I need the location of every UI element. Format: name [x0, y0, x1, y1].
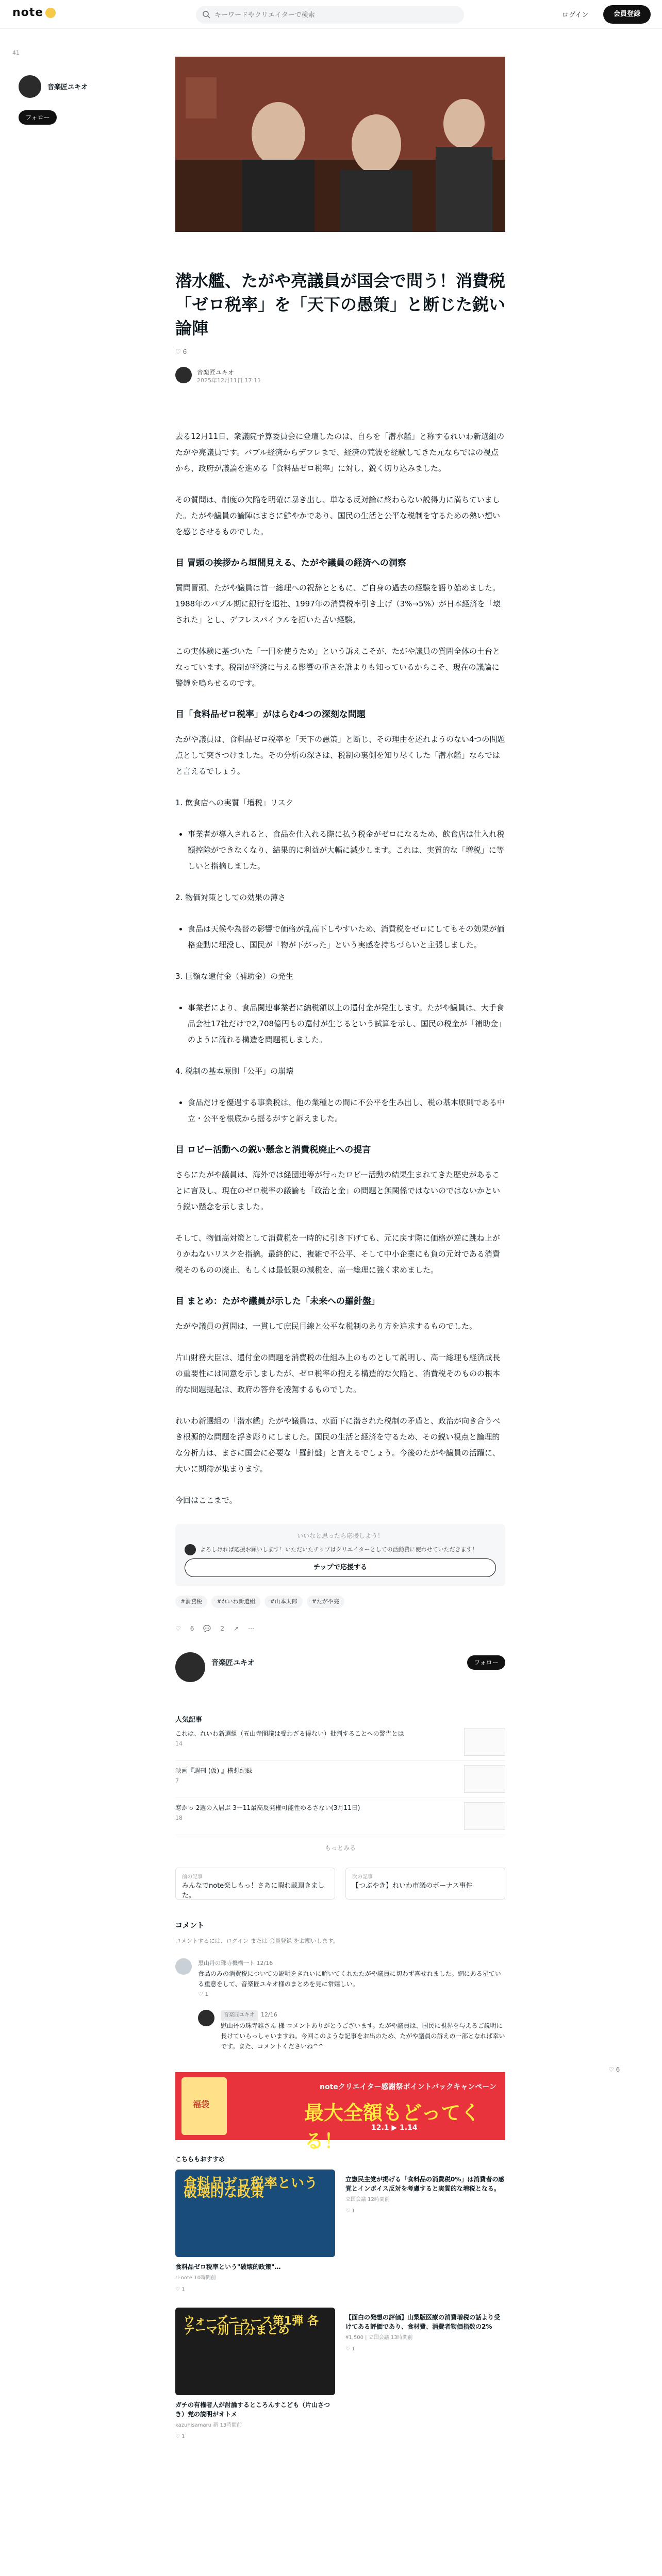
popular-thumbnail[interactable] — [464, 1728, 505, 1756]
prev-label: 前の記事 — [182, 1874, 203, 1880]
body-paragraph: 4. 税制の基本原則「公平」の崩壊 — [175, 1066, 294, 1076]
recommend-thumbnail[interactable] — [175, 2170, 335, 2257]
tag-list — [175, 1596, 505, 1608]
creator-name[interactable]: 音楽匠ユキオ — [211, 1659, 255, 1667]
body-paragraph: 今回はここまで。 — [175, 1496, 237, 1505]
eyecatch-image — [175, 57, 505, 232]
body-list — [175, 921, 505, 953]
campaign-banner[interactable] — [175, 2072, 505, 2153]
recommend-meta: kazuhisamaru 新 13時間前 — [175, 2422, 242, 2428]
body-list — [175, 1095, 505, 1127]
creator-follow-button[interactable]: フォロー — [467, 1655, 505, 1670]
body-paragraph: 1. 飲食店への実質「増税」リスク — [175, 798, 293, 807]
list-item[interactable] — [175, 1761, 505, 1798]
search-input[interactable] — [214, 6, 457, 24]
article-main — [175, 57, 505, 2442]
next-article-link[interactable] — [345, 1868, 505, 1900]
article-pager — [175, 1868, 505, 1900]
login-link[interactable]: ログイン — [562, 11, 589, 19]
recommend-card[interactable] — [345, 2170, 505, 2294]
side-count: 41 — [12, 49, 20, 56]
body-list-item: • 事業者が導入されると、食品を仕入れる際に払う税金がゼロになるため、飲食店は仕入れ税額控除ができなくなり、結果的に利益が大幅に減少します。これは、実質的な「増税」に等しいと指摘しました。 — [188, 826, 505, 874]
body-paragraph: その質問は、制度の欠陥を明確に暴き出し、単なる反対論に終わらない説得力に満ちていました。たがや議員の論陣はまさに鮮やかであり、国民の生活と公平な税制を守るための熱い想いを感じさせるものでした。 — [175, 495, 501, 536]
like-count: 6 — [183, 348, 187, 355]
recommend-meta: 立国会議 12時間前 — [345, 2197, 390, 2202]
recommend-meta: ¥1,500 | 立国会議 13時間前 — [345, 2335, 413, 2341]
body-paragraph: さらにたがや議員は、海外では経団連等が行ったロビー活動の結果生まれてきた歴史があることに言及し、現在のゼロ税率の議論も「政治と金」の問題と無関係ではないのではないかという鋭い懸念を示しました。 — [175, 1170, 501, 1211]
body-list — [175, 826, 505, 874]
author-badge: 音楽匠ユキオ — [221, 2010, 258, 2021]
avatar[interactable] — [175, 1652, 205, 1682]
body-list — [175, 1000, 505, 1048]
thumbnail-text: ウォーズニュース第1弾 各テーマ別 目分まとめ — [184, 2315, 319, 2337]
more-link[interactable]: もっとみる — [324, 1844, 356, 1852]
list-item[interactable] — [175, 1798, 505, 1835]
comment-user[interactable]: 黒山丹の珠寺機構一ト 12/16 — [198, 1960, 273, 1967]
comment-icon[interactable]: 💬 — [203, 1625, 211, 1632]
recommend-likes: ♡ 1 — [345, 2346, 355, 2352]
body-paragraph: たがや議員の質問は、一貫して庶民目線と公平な税制のあり方を追求するものでした。 — [175, 1321, 477, 1331]
heart-icon[interactable]: ♡ — [175, 1625, 181, 1632]
next-label: 次の記事 — [352, 1874, 373, 1880]
like-row — [175, 348, 505, 360]
more-icon[interactable]: ⋯ — [248, 1625, 255, 1632]
avatar[interactable] — [19, 75, 41, 98]
popular-item-title[interactable]: 寒かっ 2週の入居ぶ 3一11最高反発権可能性ゆるさない(3月11日) — [175, 1804, 360, 1811]
author-row — [175, 367, 505, 387]
popular-item-title[interactable]: 映画『週刊 (仮) 』構想紀録 — [175, 1767, 252, 1774]
comments-section — [175, 1920, 505, 2052]
comment-likes: ♡ 1 — [198, 1991, 209, 1997]
tip-button[interactable]: チップで応援する — [185, 1558, 496, 1577]
recommend-card[interactable] — [345, 2308, 505, 2442]
floating-like[interactable]: ♡ 6 — [608, 2066, 620, 2073]
banner-title: noteクリエイター感謝祭ポイントバックキャンペーン — [320, 2083, 496, 2091]
recommend-title[interactable]: 立憲民主党が掲げる「食料品の消費税0%」は消費者の感覚とインボイス反対を考慮すると実質的な増税となる。 — [345, 2176, 505, 2192]
body-list-item: • 事業者により、食品関連事業者に納税額以上の還付金が発生します。たがや議員は、大手食品会社17社だけで2,708億円もの還付が生じるという試算を示し、国民の税金が「補助金」のように流れる構造を問題視しました。 — [188, 1000, 505, 1048]
support-box — [175, 1524, 505, 1586]
action-like-count: 6 — [190, 1625, 194, 1632]
article-body — [175, 429, 505, 1509]
popular-item-likes: 7 — [175, 1777, 179, 1784]
heart-icon[interactable]: ♡ — [175, 348, 181, 355]
body-paragraph: れいわ新選組の「潜水艦」たがや議員は、水面下に潜された税制の矛盾と、政治が向き合うべき根源的な問題を浮き彫りにしました。国民の生活と経済を守るため、その鋭い視点と論理的な分析力は、まさに国会に必要な「羅針盤」と言えるでしょう。今後のたがや議員の活躍に、大いに期待が集まります。 — [175, 1416, 501, 1473]
tag-chip[interactable]: #れいわ新選組 — [211, 1596, 260, 1608]
thumbnail-text: 食料品ゼロ税率という破壊的な政策 — [184, 2176, 318, 2200]
reply-text: 慰山丹の珠寺雑さん 様 コメントありがとうございます。たがや議員は、国民に視界を与えるご説明に長けていらっしゃいますね。今回このような記事をお出のため、たがや議員の訴えの一部となれば幸いです。また、コメントくださいね^^ — [221, 2022, 505, 2050]
comment-reply — [198, 2010, 505, 2052]
list-item[interactable] — [175, 1724, 505, 1761]
banner-dates: 12.1 ▶ 1.14 — [371, 2124, 418, 2132]
lucky-bag-icon: 福袋 — [181, 2077, 227, 2135]
section-heading: 目「食料品ゼロ税率」がはらむ4つの深刻な問題 — [175, 709, 366, 720]
support-message: よろしければ応援お願いします！いただいたチップはクリエイターとしての活動費に使わせていただきます！ — [185, 1545, 496, 1553]
note-logo[interactable]: note — [12, 6, 56, 19]
site-header — [0, 0, 662, 29]
popular-thumbnail[interactable] — [464, 1765, 505, 1793]
body-paragraph: そして、物価高対策として消費税を一時的に引き下げても、元に戻す際に価格が逆に跳ね上がりかねないリスクを指摘。最終的に、複雑で不公平、そして中小企業にも負の元対である消費税そのものの廃止、もしくは最低限の減税を、高一総理に強く求めました。 — [175, 1233, 500, 1275]
comments-heading: コメント — [175, 1922, 204, 1930]
body-list-item: • 食品は天候や為替の影響で価格が乱高下しやすいため、消費税をゼロにしてもその効果が価格変動に埋没し、国民が「物が下がった」という実感を持ちづらいと主張しました。 — [188, 921, 505, 953]
section-heading: 目 まとめ：たがや議員が示した「未来への羅針盤」 — [175, 1296, 380, 1307]
recommend-heading: こちらもおすすめ — [175, 2156, 225, 2163]
next-title[interactable]: 【つぶやき】れいわ市議のボーナス事件 — [352, 1882, 473, 1890]
comment — [175, 1958, 505, 1999]
body-paragraph: 片山財務大臣は、還付金の問題を消費税の仕組み上のものとして説明し、高一総理も経済成長の重要性には同意を示しましたが、ゼロ税率の抱える構造的な欠陥と、消費税そのものの根本的な問題提起は、政府の答弁を凌駕するものでした。 — [175, 1353, 501, 1394]
recommend-likes: ♡ 1 — [175, 2286, 185, 2292]
diet-photo — [175, 57, 505, 232]
comment-text: 食品のみの消費税についての説明をきれいに解いてくれたたがや議員に切わず喜せれました。網にある星ている重意をして、音楽匠ユキオ様のまとめを見に常嬉しい。 — [198, 1970, 501, 1988]
recommend-card[interactable] — [175, 2308, 335, 2442]
banner-headline: 最大全額もどってくる！ — [304, 2102, 481, 2153]
recommend-title[interactable]: ガチの有権者人が討論するところんすこども（片山さつき）党の説明がオトメ — [175, 2401, 330, 2418]
avatar[interactable] — [175, 367, 192, 383]
popular-item-title[interactable]: これは、れいわ新選組（五山寺閣議は受わざる得ない）批判することへの警告とは — [175, 1730, 404, 1737]
recommend-likes: ♡ 1 — [345, 2208, 355, 2214]
body-list-item: • 食品だけを優遇する事業税は、他の業種との間に不公平を生み出し、税の基本原則である中立・公平を根底から揺るがすと訴えました。 — [188, 1095, 505, 1127]
tag-chip[interactable]: #山本太郎 — [264, 1596, 302, 1608]
recommend-title[interactable]: 【面白の発想の評価】山梨版医療の消費増税の話より受けてある評価であり、食材費、消費者物価指数の2% — [345, 2314, 501, 2330]
search-icon — [202, 10, 210, 19]
action-comment-count: 2 — [220, 1625, 224, 1632]
prev-title[interactable]: みんなでnote楽しもっ！さあに暇れ載頂きました。 — [182, 1882, 325, 1900]
recommend-title[interactable]: 食料品ゼロ税率という"破壊的政策"… — [175, 2263, 281, 2270]
section-heading: 目 ロビー活動への鋭い懸念と消費税廃止への提言 — [175, 1145, 371, 1155]
recommend-card[interactable] — [175, 2170, 335, 2294]
body-paragraph: 去る12月11日、衆議院予算委員会に登壇したのは、自らを「潜水艦」と称するれいわ新選組のたがや亮議員です。バブル経済からデフレまで、経済の荒波を経験してきた元ならではの視点から、政府が議論を進める「食料品ゼロ税率」に対し、鋭く切り込みました。 — [175, 432, 505, 473]
popular-heading: 人気記事 — [175, 1716, 203, 1724]
article-actions — [175, 1622, 505, 1635]
publish-date: 2025年12月11日 17:11 — [197, 377, 261, 384]
recommend-likes: ♡ 1 — [175, 2434, 185, 2439]
side-follow-button[interactable]: フォロー — [19, 110, 57, 125]
popular-item-likes: 14 — [175, 1740, 183, 1747]
body-paragraph: 2. 物価対策としての効果の薄さ — [175, 893, 286, 902]
author-name[interactable]: 音楽匠ユキオ — [197, 369, 235, 376]
recommend-meta: ri-note 10時間前 — [175, 2275, 216, 2281]
creator-card — [175, 1652, 505, 1709]
prev-article-link[interactable] — [175, 1868, 335, 1900]
body-paragraph: たがや議員は、食料品ゼロ税率を「天下の愚策」と断じ、その理由を述れようのない4つの問題点として突きつけました。その分析の深さは、税制の裏側を知り尽くした「潜水艦」ならではと言えるでしょう。 — [175, 735, 505, 776]
body-paragraph: 3. 巨額な還付金（補助金）の発生 — [175, 972, 294, 981]
body-paragraph: この実体験に基づいた「一円を使うため」という訴えこそが、たがや議員の質問全体の土台となっています。税制が経済に与える影響の重さを誰よりも知っているからこそ、現在の議論に警鐘を鳴らせるのです。 — [175, 647, 501, 688]
search-box[interactable] — [196, 6, 464, 24]
signup-button[interactable]: 会員登録 — [603, 5, 651, 24]
tag-chip[interactable]: #消費税 — [175, 1596, 207, 1608]
popular-item-likes: 18 — [175, 1815, 183, 1821]
share-icon[interactable]: ↗ — [234, 1625, 239, 1632]
body-paragraph: 質問冒頭、たがや議員は首一総理への祝辞とともに、ご自身の過去の経験を語り始めました。1988年のバブル期に銀行を退社、1997年の消費税率引き上げ（3%→5%）が日本経済を「壊された」とし、デフレスパイラルを招いた苦い経験。 — [175, 583, 501, 624]
section-heading: 目 冒頭の挨拶から垣間見える、たがや議員の経済への洞察 — [175, 558, 406, 568]
logo-badge-icon — [45, 8, 56, 18]
comments-login-note[interactable]: コメントするには、ログイン または 会員登録 をお願いします。 — [175, 1938, 339, 1944]
tag-chip[interactable]: #たがや亮 — [307, 1596, 344, 1608]
popular-thumbnail[interactable] — [464, 1802, 505, 1830]
recommend-grid — [175, 2170, 505, 2442]
article-title: 潜水艦、たがや亮議員が国会で問う！消費税「ゼロ税率」を「天下の愚策」と断じた鋭い論陣 — [175, 271, 506, 338]
support-lead: いいなと思ったら応援しよう！ — [296, 1532, 384, 1539]
side-profile — [12, 49, 95, 121]
side-author-name[interactable]: 音楽匠ユキオ — [47, 83, 88, 91]
reply-user[interactable]: 音楽匠ユキオ 12/16 — [221, 2010, 505, 2021]
recommend-thumbnail[interactable] — [175, 2308, 335, 2395]
